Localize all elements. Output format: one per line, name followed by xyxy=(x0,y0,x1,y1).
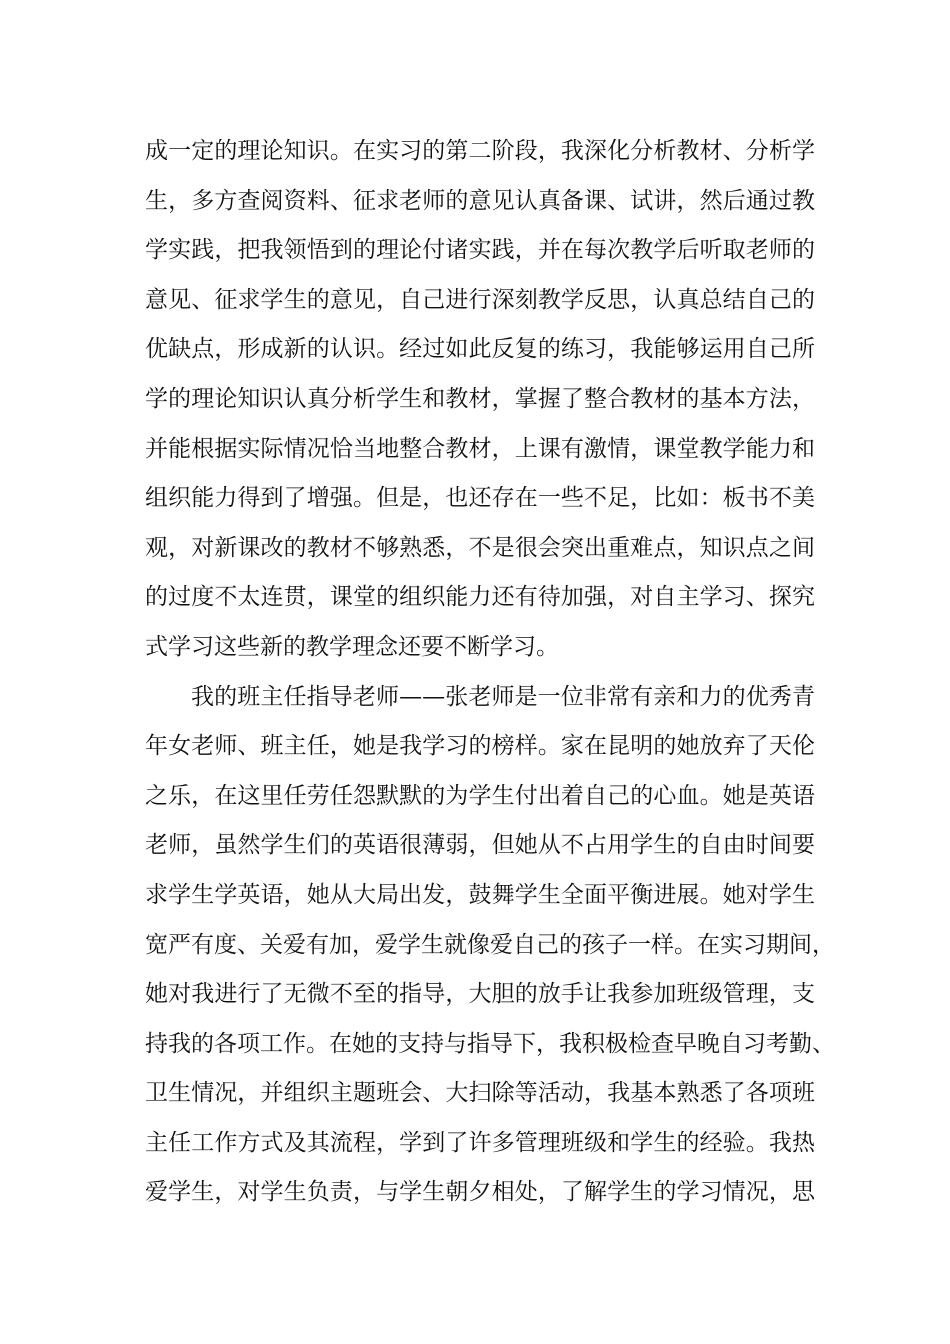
text-line: 主任工作方式及其流程，学到了许多管理班级和学生的经验。我热 xyxy=(145,1130,815,1156)
text-line: 意见、征求学生的意见，自己进行深刻教学反思，认真总结自己的 xyxy=(145,287,815,313)
text-line: 的过度不太连贯，课堂的组织能力还有待加强，对自主学习、探究 xyxy=(145,584,815,610)
text-line: 我的班主任指导老师——张老师是一位非常有亲和力的优秀青 xyxy=(191,684,815,710)
text-line: 老师，虽然学生们的英语很薄弱，但她从不占用学生的自由时间要 xyxy=(145,832,815,858)
text-line: 学的理论知识认真分析学生和教材，掌握了整合教材的基本方法， xyxy=(145,386,815,412)
text-line: 组织能力得到了增强。但是，也还存在一些不足，比如：板书不美 xyxy=(145,485,815,511)
text-line: 年女老师、班主任，她是我学习的榜样。家在昆明的她放弃了天伦 xyxy=(145,733,815,759)
text-line: 生，多方查阅资料、征求老师的意见认真备课、试讲，然后通过教 xyxy=(145,188,815,214)
text-line: 并能根据实际情况恰当地整合教材，上课有激情，课堂教学能力和 xyxy=(145,436,815,462)
text-line: 她对我进行了无微不至的指导，大胆的放手让我参加班级管理，支 xyxy=(145,981,815,1007)
text-line: 优缺点，形成新的认识。经过如此反复的练习，我能够运用自己所 xyxy=(145,336,815,362)
text-line: 求学生学英语，她从大局出发，鼓舞学生全面平衡进展。她对学生 xyxy=(145,882,815,908)
text-line: 观，对新课改的教材不够熟悉，不是很会突出重难点，知识点之间 xyxy=(145,535,815,561)
text-line: 学实践，把我领悟到的理论付诸实践，并在每次教学后听取老师的 xyxy=(145,237,815,263)
text-line: 宽严有度、关爱有加，爱学生就像爱自己的孩子一样。在实习期间， xyxy=(145,932,835,958)
text-line: 爱学生，对学生负责，与学生朝夕相处，了解学生的学习情况，思 xyxy=(145,1179,815,1205)
text-line: 卫生情况，并组织主题班会、大扫除等活动，我基本熟悉了各项班 xyxy=(145,1080,815,1106)
text-line: 成一定的理论知识。在实习的第二阶段，我深化分析教材、分析学 xyxy=(145,138,815,164)
text-line: 持我的各项工作。在她的支持与指导下，我积极检查早晚自习考勤、 xyxy=(145,1031,835,1057)
text-line: 式学习这些新的教学理念还要不断学习。 xyxy=(145,634,559,660)
text-line: 之乐，在这里任劳任怨默默的为学生付出着自己的心血。她是英语 xyxy=(145,783,815,809)
